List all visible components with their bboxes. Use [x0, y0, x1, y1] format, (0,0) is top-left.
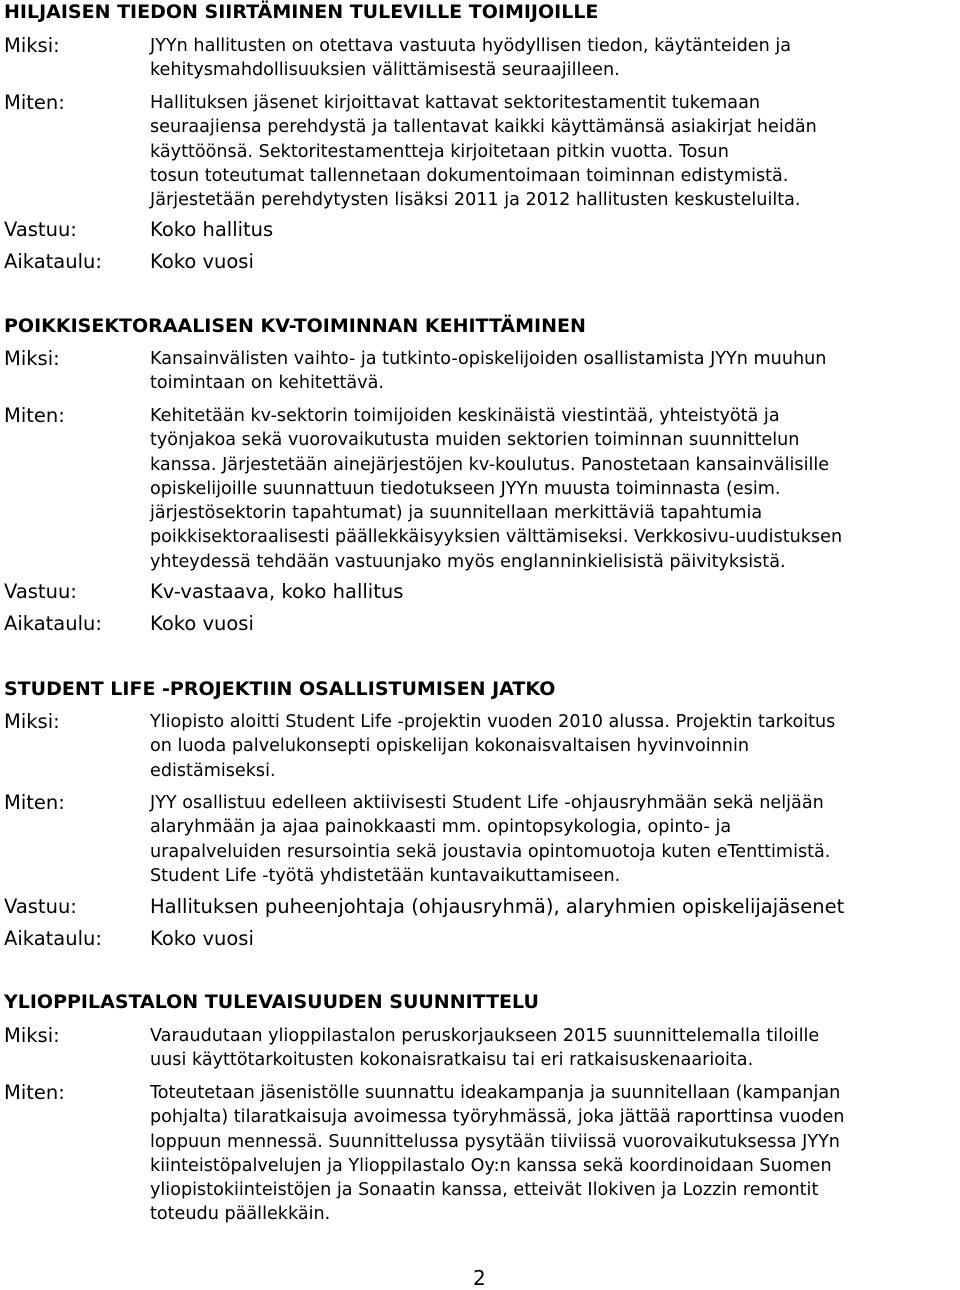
text-line: Kehitetään kv-sektorin toimijoiden keskinäistä viestintää, yhteistyötä ja — [150, 406, 780, 426]
row-label: Miten: — [4, 91, 65, 114]
row-text — [150, 710, 956, 783]
text-line: Varaudutaan ylioppilastalon peruskorjaukseen 2015 suunnittelemalla tiloille — [150, 1026, 820, 1046]
text-line: Toteutetaan jäsenistölle suunnattu ideakampanja ja suunnitellaan (kampanjan — [150, 1083, 841, 1103]
text-line: käyttöönsä. Sektoritestamentteja kirjoitetaan pitkin vuotta. Tosun — [150, 141, 729, 162]
text-line: Koko vuosi — [150, 612, 254, 635]
text-line: Koko vuosi — [150, 927, 254, 950]
row-label: Aikataulu: — [4, 250, 102, 273]
text-line: edistämiseksi. — [150, 760, 276, 781]
text-line: järjestösektorin tapahtumat) ja suunnitellaan merkittäviä tapahtumia — [150, 503, 763, 524]
text-line: työnjakoa sekä vuorovaikutusta muiden sektorien toiminnan suunnittelun — [150, 430, 800, 451]
text-line: seuraajiensa perehdystä ja tallentavat kaikki käyttämänsä asiakirjat heidän — [150, 117, 817, 138]
text-line: Hallituksen jäsenet kirjoittavat kattavat sektoritestamentit tukemaan — [150, 93, 761, 113]
text-line: Kv-vastaava, koko hallitus — [150, 580, 404, 603]
text-line: Koko vuosi — [150, 250, 254, 273]
text-line: Koko hallitus — [150, 218, 274, 241]
row-text — [150, 927, 956, 951]
text-line: yliopistokiinteistöjen ja Sonaatin kanssa, etteivät Ilokiven ja Lozzin remontit — [150, 1180, 819, 1201]
text-line: Student Life -työtä yhdistetään kuntavaikuttamiseen. — [150, 865, 621, 886]
section-kv-toiminta — [4, 314, 956, 635]
section-hiljainen-tieto — [4, 0, 956, 273]
row-label: Miten: — [4, 404, 65, 427]
row-text — [150, 34, 956, 83]
row-text — [150, 404, 956, 574]
row-label: Miten: — [4, 1081, 65, 1104]
section-heading: HILJAISEN TIEDON SIIRTÄMINEN TULEVILLE TOIMIJOILLE — [4, 1, 599, 23]
row-text — [150, 612, 956, 636]
text-line: poikkisektoraalisesti päällekkäisyyksien välttämiseksi. Verkkosivu-uudistuksen — [150, 527, 843, 548]
text-line: pohjalta) tilaratkaisuja avoimessa työryhmässä, joka jättää raporttinsa vuoden — [150, 1107, 845, 1128]
text-line: toimintaan on kehitettävä. — [150, 373, 384, 394]
row-label: Aikataulu: — [4, 612, 102, 635]
text-line: tosun toteutumat tallennetaan dokumentoimaan toiminnan edistymistä. — [150, 165, 789, 186]
text-line: uusi käyttötarkoitusten kokonaisratkaisu tai eri ratkaisuskenaarioita. — [150, 1050, 754, 1071]
text-line: JYYn hallitusten on otettava vastuuta hyödyllisen tiedon, käytänteiden ja — [150, 36, 791, 56]
row-label: Aikataulu: — [4, 927, 102, 950]
text-line: toteudu päällekkäin. — [150, 1204, 331, 1225]
section-heading: POIKKISEKTORAALISEN KV-TOIMINNAN KEHITTÄMINEN — [4, 315, 586, 337]
text-line: Kansainvälisten vaihto- ja tutkinto-opiskelijoiden osallistamista JYYn muuhun — [150, 349, 827, 369]
text-line: urapalveluiden resursointia sekä joustavia opintomuotoja kuten eTenttimistä. — [150, 841, 831, 862]
text-line: loppuun mennessä. Suunnittelussa pysytään tiiviissä vuorovaikutuksessa JYYn — [150, 1131, 840, 1152]
row-text — [150, 347, 956, 396]
section-ylioppilastalo — [4, 990, 956, 1225]
section-heading: YLIOPPILASTALON TULEVAISUUDEN SUUNNITTELU — [4, 991, 539, 1013]
page-number: 2 — [473, 1266, 486, 1290]
text-line: Järjestetään perehdytysten lisäksi 2011 ja 2012 hallitusten keskusteluilta. — [150, 190, 801, 211]
row-label: Vastuu: — [4, 580, 77, 603]
row-text — [150, 250, 956, 274]
text-line: Yliopisto aloitti Student Life -projektin vuoden 2010 alussa. Projektin tarkoitus — [150, 712, 836, 732]
text-line: kehitysmahdollisuuksien välittämisestä seuraajilleen. — [150, 60, 620, 81]
row-text — [150, 218, 956, 242]
text-line: Hallituksen puheenjohtaja (ohjausryhmä), alaryhmien opiskelijajäsenet — [150, 895, 845, 918]
text-line: JYY osallistuu edelleen aktiivisesti Student Life -ohjausryhmään sekä neljään — [150, 793, 824, 813]
row-label: Miksi: — [4, 710, 60, 733]
row-text — [150, 1024, 956, 1073]
row-text — [150, 580, 956, 604]
row-label: Vastuu: — [4, 218, 77, 241]
row-text — [150, 1081, 956, 1227]
text-line: yhteydessä tehdään vastuunjako myös englanninkielisistä päivityksistä. — [150, 551, 786, 572]
text-line: opiskelijoille suunnattuun tiedotukseen JYYn muusta toiminnasta (esim. — [150, 478, 781, 499]
row-text — [150, 791, 956, 888]
text-line: on luoda palvelukonsepti opiskelijan kokonaisvaltaisen hyvinvoinnin — [150, 736, 749, 757]
row-label: Miksi: — [4, 347, 60, 370]
section-heading: STUDENT LIFE -PROJEKTIIN OSALLISTUMISEN JATKO — [4, 678, 556, 700]
row-text — [150, 895, 956, 919]
row-label: Miksi: — [4, 1024, 60, 1047]
text-line: alaryhmään ja ajaa painokkaasti mm. opintopsykologia, opinto- ja — [150, 817, 732, 838]
row-label: Miten: — [4, 791, 65, 814]
row-label: Vastuu: — [4, 895, 77, 918]
text-line: kiinteistöpalvelujen ja Ylioppilastalo Oy:n kanssa sekä koordinoidaan Suomen — [150, 1155, 832, 1176]
section-student-life — [4, 677, 956, 950]
text-line: kanssa. Järjestetään ainejärjestöjen kv-koulutus. Panostetaan kansainvälisille — [150, 454, 830, 475]
row-label: Miksi: — [4, 34, 60, 57]
row-text — [150, 91, 956, 212]
